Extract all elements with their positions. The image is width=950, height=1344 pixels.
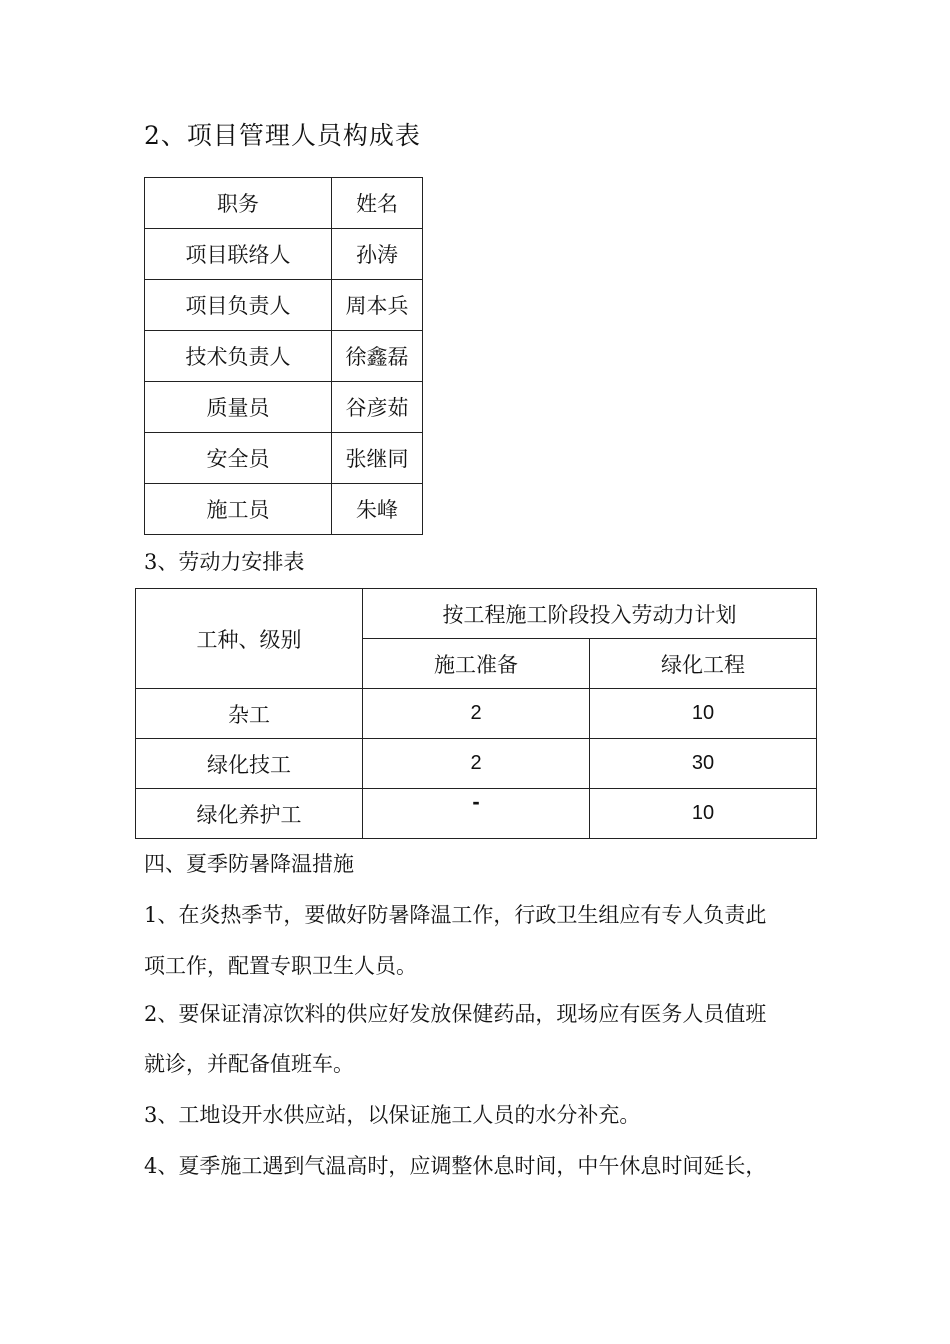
paragraph-line: 3、工地设开水供应站，以保证施工人员的水分补充。 xyxy=(144,1103,641,1127)
table-cell: 10 xyxy=(590,789,817,839)
table-cell: 周本兵 xyxy=(332,280,423,331)
table-cell: 杂工 xyxy=(136,689,363,739)
labor-table xyxy=(135,588,817,839)
paragraph-line: 4、夏季施工遇到气温高时，应调整休息时间，中午休息时间延长， xyxy=(144,1154,767,1178)
table-cell: 2 xyxy=(363,689,590,739)
table-cell: 30 xyxy=(590,739,817,789)
table-row xyxy=(136,689,817,739)
header-cell: 姓名 xyxy=(332,178,423,229)
header-cell: 职务 xyxy=(145,178,332,229)
table-row xyxy=(145,433,423,484)
header-group-cell: 按工程施工阶段投入劳动力计划 xyxy=(363,589,817,639)
table-row xyxy=(136,789,817,839)
table-row xyxy=(145,484,423,535)
table-cell: 孙涛 xyxy=(332,229,423,280)
table-row xyxy=(145,382,423,433)
header-cell: 绿化工程 xyxy=(590,639,817,689)
table-cell xyxy=(363,789,590,839)
table-row xyxy=(145,331,423,382)
table-cell: 谷彦茹 xyxy=(332,382,423,433)
paragraph-line: 1、在炎热季节，要做好防暑降温工作，行政卫生组应有专人负责此 xyxy=(144,903,767,927)
staff-table xyxy=(144,177,423,535)
section-2-title: 2、项目管理人员构成表 xyxy=(144,121,421,150)
table-cell: 技术负责人 xyxy=(145,331,332,382)
table-cell: 项目负责人 xyxy=(145,280,332,331)
table-header-row xyxy=(136,589,817,639)
paragraph-line: 项工作，配置专职卫生人员。 xyxy=(144,954,417,978)
table-row xyxy=(136,739,817,789)
table-cell: 绿化养护工 xyxy=(136,789,363,839)
table-cell: 张继同 xyxy=(332,433,423,484)
table-cell: 施工员 xyxy=(145,484,332,535)
table-cell: 质量员 xyxy=(145,382,332,433)
header-cell: 工种、级别 xyxy=(136,589,363,689)
table-row xyxy=(145,280,423,331)
table-row xyxy=(145,229,423,280)
table-header-row xyxy=(145,178,423,229)
section-3-title: 3、劳动力安排表 xyxy=(144,550,305,574)
header-cell: 施工准备 xyxy=(363,639,590,689)
table-cell: 朱峰 xyxy=(332,484,423,535)
table-cell: 10 xyxy=(590,689,817,739)
table-cell: 项目联络人 xyxy=(145,229,332,280)
table-cell: 2 xyxy=(363,739,590,789)
section-4-title: 四、夏季防暑降温措施 xyxy=(144,852,354,876)
table-cell: 徐鑫磊 xyxy=(332,331,423,382)
paragraph-line: 2、要保证清凉饮料的供应好发放保健药品，现场应有医务人员值班 xyxy=(144,1002,767,1026)
table-cell: 安全员 xyxy=(145,433,332,484)
table-cell: 绿化技工 xyxy=(136,739,363,789)
dash-value: - xyxy=(472,789,480,814)
paragraph-line: 就诊，并配备值班车。 xyxy=(144,1052,354,1076)
